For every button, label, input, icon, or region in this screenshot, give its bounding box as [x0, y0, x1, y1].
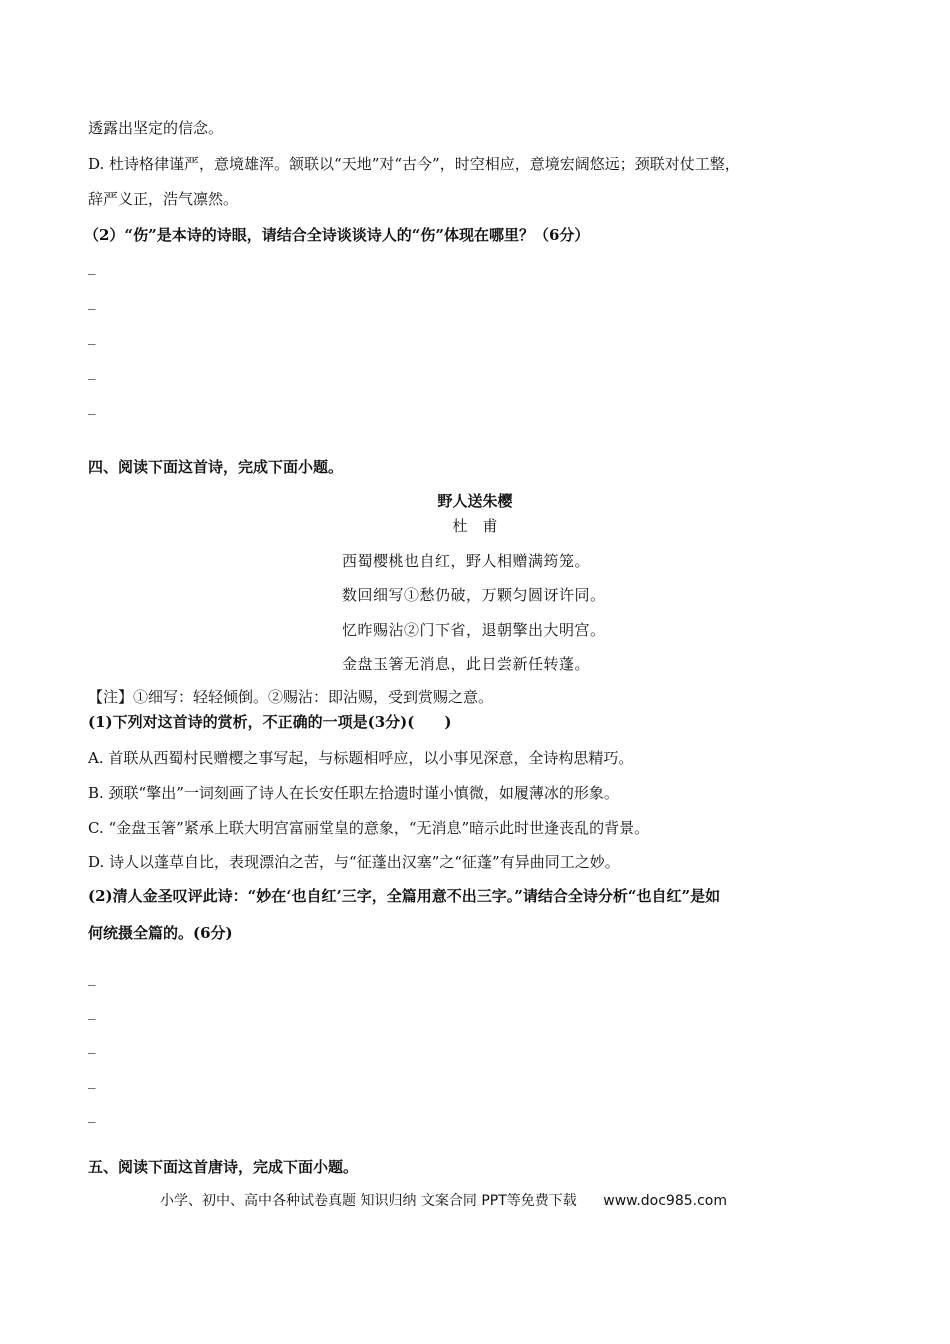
section-5-heading: 五、阅读下面这首唐诗，完成下面小题。	[88, 1158, 359, 1176]
question-2-prompt-line1: (2)清人金圣叹评此诗：“妙在‘也自红’三字，全篇用意不出三字。”请结合全诗分析“也自红”是如	[88, 887, 721, 905]
option-d: D. 诗人以蓬草自比，表现漂泊之苦，与“征蓬出汉塞”之“征蓬”有异曲同工之妙。	[88, 853, 620, 871]
question-2-prompt: （2）“伤”是本诗的诗眼，请结合全诗谈谈诗人的“伤”体现在哪里？（6分）	[84, 226, 590, 244]
answer-line: _	[88, 1071, 96, 1089]
poem-title: 野人送朱樱	[437, 492, 513, 510]
answer-line: _	[88, 1002, 96, 1020]
answer-line: _	[88, 968, 96, 986]
poem-line: 金盘玉箸无消息，此日尝新任转蓬。	[342, 655, 591, 673]
question-1-prompt: (1)下列对这首诗的赏析，不正确的一项是(3分)( )	[88, 713, 452, 731]
option-d-line2: 辞严义正，浩气凛然。	[88, 190, 239, 208]
poem-line: 数回细写①愁仍破，万颗匀圆讶许同。	[342, 586, 606, 604]
option-b: B. 颈联“擎出”一词刻画了诗人在长安任职左拾遗时谨小慎微，如履薄冰的形象。	[88, 784, 619, 802]
option-d-line1: D. 杜诗格律谨严，意境雄浑。颔联以“天地”对“古今”，时空相应，意境宏阔悠远；颈联对仗工整，	[88, 155, 740, 173]
answer-line: _	[88, 1105, 96, 1123]
answer-line: _	[88, 397, 96, 415]
continued-text: 透露出坚定的信念。	[88, 119, 224, 137]
section-4-heading: 四、阅读下面这首诗，完成下面小题。	[88, 458, 344, 476]
answer-line: _	[88, 292, 96, 310]
page-footer	[160, 1191, 727, 1211]
poem-line: 西蜀樱桃也自红，野人相赠满筠笼。	[342, 552, 591, 570]
poem-author: 杜 甫	[452, 517, 498, 535]
footer-site-link[interactable]: www.doc985.com	[603, 1193, 727, 1209]
question-2-prompt-line2: 何统摄全篇的。(6分)	[88, 924, 233, 942]
poem-note: 【注】①细写：轻轻倾倒。②赐沾：即沾赐，受到赏赐之意。	[88, 688, 494, 706]
option-c: C. “金盘玉箸”紧承上联大明宫富丽堂皇的意象，“无消息”暗示此时世逢丧乱的背景。	[88, 819, 650, 837]
footer-text: 小学、初中、高中各种试卷真题 知识归纳 文案合同 PPT等免费下载	[160, 1193, 577, 1209]
option-a: A. 首联从西蜀村民赠樱之事写起，与标题相呼应，以小事见深意，全诗构思精巧。	[88, 749, 634, 767]
poem-line: 忆昨赐沾②门下省，退朝擎出大明宫。	[342, 621, 606, 639]
answer-line: _	[88, 257, 96, 275]
answer-line: _	[88, 327, 96, 345]
answer-line: _	[88, 362, 96, 380]
answer-line: _	[88, 1036, 96, 1054]
